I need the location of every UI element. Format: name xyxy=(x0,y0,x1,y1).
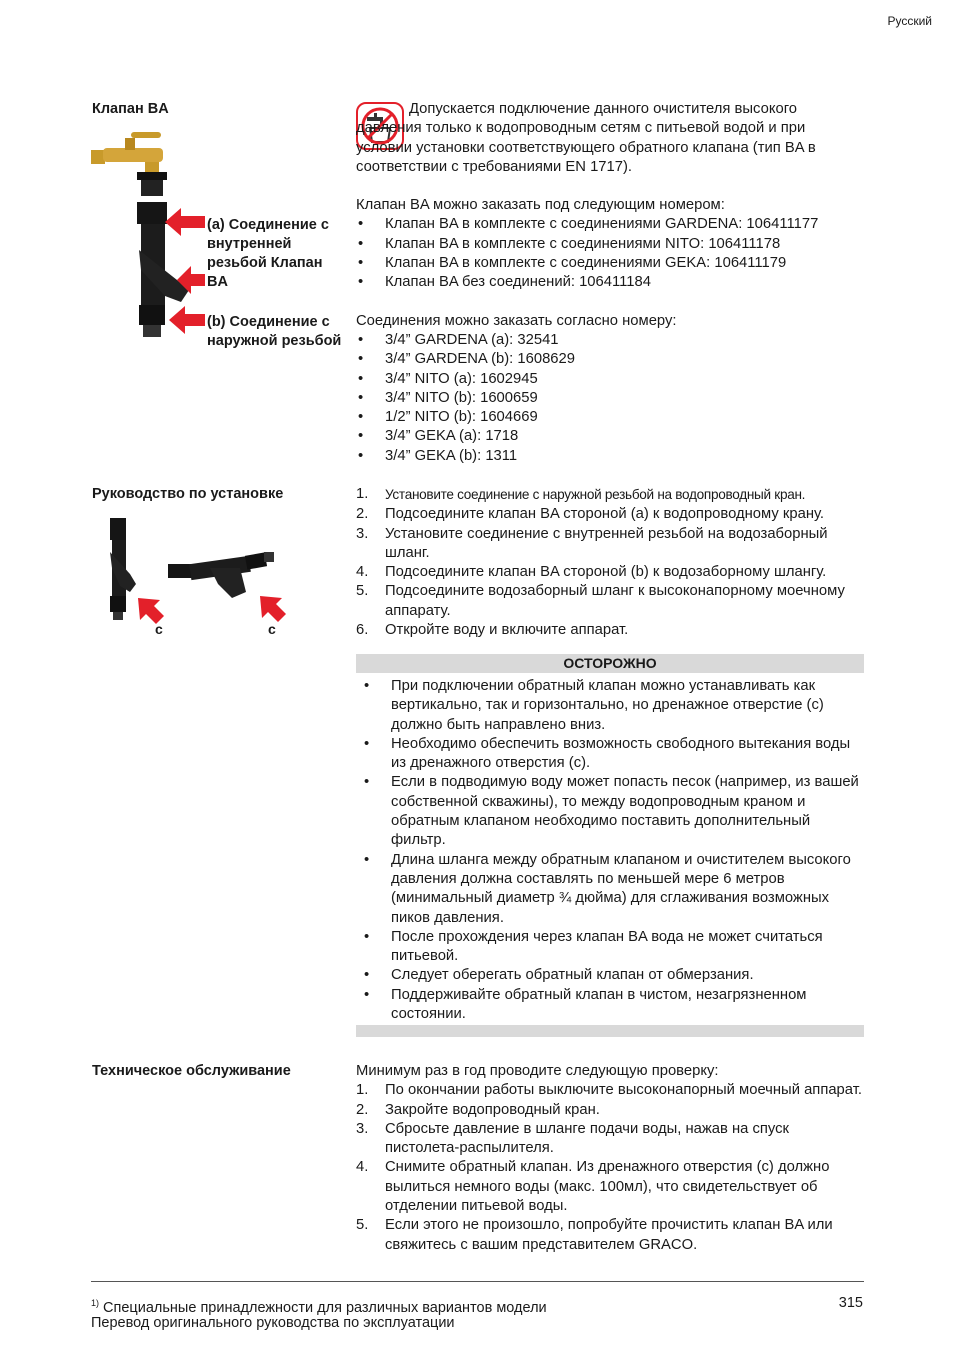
footnote-text: Специальные принадлежности для различных вариантов модели xyxy=(103,1299,547,1316)
arrow-b-icon xyxy=(169,306,205,334)
list-item: 5. Если этого не произошло, попробуйте прочистить клапан BA или свяжитесь с вашим представителем GRACO. xyxy=(356,1217,833,1253)
list-item: • Необходимо обеспечить возможность свободного вытекания воды из дренажного отверстия (c). xyxy=(362,735,864,774)
callout-a: (a) Соединение с внутренней резьбой Клапан BA xyxy=(207,217,329,290)
list-item: 5. Подсоедините водозаборный шланг к высоконапорному моечному аппарату. xyxy=(356,583,845,619)
faucet-body xyxy=(103,148,163,162)
list-item: • 3/4” GEKA (b): 1311 xyxy=(356,447,864,466)
list-item: 1. Установите соединение с наружной резьбой на водопроводный кран. xyxy=(356,486,806,502)
install-heading: Руководство по установке xyxy=(92,486,284,502)
list-item: • При подключении обратный клапан можно устанавливать как вертикально, так и горизонтально, но дренажное отверстие (c) должно быть направлено вниз. xyxy=(362,677,864,735)
list-item: • 3/4” GARDENA (b): 1608629 xyxy=(356,350,864,369)
connections-intro: Соединения можно заказать согласно номеру: xyxy=(356,312,677,329)
list-item: • 3/4” GEKA (a): 1718 xyxy=(356,427,864,446)
list-item: 3. Установите соединение с внутренней резьбой на водозаборный шланг. xyxy=(356,525,828,561)
valve-top-connector xyxy=(137,202,167,224)
footer-divider xyxy=(91,1281,864,1282)
caution-list xyxy=(362,677,864,1024)
arrow-a-icon xyxy=(165,208,205,236)
maintenance-heading: Техническое обслуживание xyxy=(92,1063,291,1079)
install-steps xyxy=(356,485,864,640)
list-item: • 3/4” NITO (a): 1602945 xyxy=(356,370,864,389)
drain-label-c2: c xyxy=(268,621,276,637)
arrow-drain-horizontal-icon xyxy=(260,596,286,622)
valve-text-column xyxy=(356,100,864,466)
list-item: • Если в подводимую воду может попасть песок (например, из вашей собственной скважины), то между водопроводным краном и обратным клапаном необходимо поставить дополнительный фильтр. xyxy=(362,773,864,850)
list-item: 6. Откройте воду и включите аппарат. xyxy=(356,622,629,639)
faucet-handle xyxy=(131,132,161,138)
list-item: • 3/4” GARDENA (a): 32541 xyxy=(356,331,864,350)
list-item: • Поддерживайте обратный клапан в чистом, незагрязненном состоянии. xyxy=(362,986,864,1025)
maintenance-intro: Минимум раз в год проводите следующую проверку: xyxy=(356,1063,719,1079)
list-item: 4. Снимите обратный клапан. Из дренажного отверстия (c) должно вылиться немного воды (макс. 100мл), что свидетельствует об отделении питьевой воды. xyxy=(356,1159,830,1215)
maintenance-text xyxy=(356,1062,864,1255)
list-item: 2. Закройте водопроводный кран. xyxy=(356,1101,600,1118)
caution-footer-bar xyxy=(356,1025,864,1037)
list-item: • Клапан BA в комплекте с соединениями GEKA: 106411179 xyxy=(356,254,864,273)
list-item: • Клапан BA без соединений: 106411184 xyxy=(356,273,864,292)
page-number: 315 xyxy=(838,1295,863,1311)
drain-label-c1: c xyxy=(155,621,163,637)
valve-illustration xyxy=(85,130,205,345)
list-item: • После прохождения через клапан BA вода не может считаться питьевой. xyxy=(362,928,864,967)
valve-heading: Клапан BA xyxy=(92,101,169,117)
list-item: • Клапан BA в комплекте с соединениями NITO: 106411178 xyxy=(356,235,864,254)
install-illustration xyxy=(90,512,290,632)
list-item: 1. По окончании работы выключите высоконапорный моечный аппарат. xyxy=(356,1082,862,1099)
language-label: Русский xyxy=(887,14,932,28)
caution-title: ОСТОРОЖНО xyxy=(356,654,864,673)
list-item: 3. Сбросьте давление в шланге подачи воды, нажав на спуск пистолета-распылителя. xyxy=(356,1120,789,1157)
list-item: • 1/2” NITO (b): 1604669 xyxy=(356,408,864,427)
list-item: 4. Подсоедините клапан BA стороной (b) к водозаборному шлангу. xyxy=(356,564,827,581)
list-item: 2. Подсоедините клапан BA стороной (a) к водопроводному крану. xyxy=(356,506,825,523)
valve-bottom-connector xyxy=(139,305,165,325)
footnote-mark: 1) xyxy=(91,1298,100,1308)
list-item: • Клапан BA в комплекте с соединениями GARDENA: 106411177 xyxy=(356,215,864,234)
faucet-thread xyxy=(91,150,105,164)
list-item: • Длина шланга между обратным клапаном и очистителем высокого давления должна составлять по меньшей мере 6 метров (минимальный диаметр ¾ дюйма) для сглаживания возможных пиков давления. xyxy=(362,851,864,928)
list-item: • Следует оберегать обратный клапан от обмерзания. xyxy=(362,966,864,985)
list-item: • 3/4” NITO (b): 1600659 xyxy=(356,389,864,408)
callout-b: (b) Соединение с наружной резьбой xyxy=(207,314,342,349)
notice-text: Допускается подключение данного очистителя высокого давления только к водопроводным сетям с питьевой водой и при условии установки соответствующего обратного клапана (тип BA в соответствии с требованиями EN 1717). xyxy=(356,101,816,175)
tap-connector xyxy=(141,178,163,196)
connections-list xyxy=(356,331,864,466)
order-list xyxy=(356,215,864,292)
order-intro: Клапан BA можно заказать под следующим номером: xyxy=(356,197,725,214)
translation-note: Перевод оригинального руководства по эксплуатации xyxy=(91,1315,455,1331)
